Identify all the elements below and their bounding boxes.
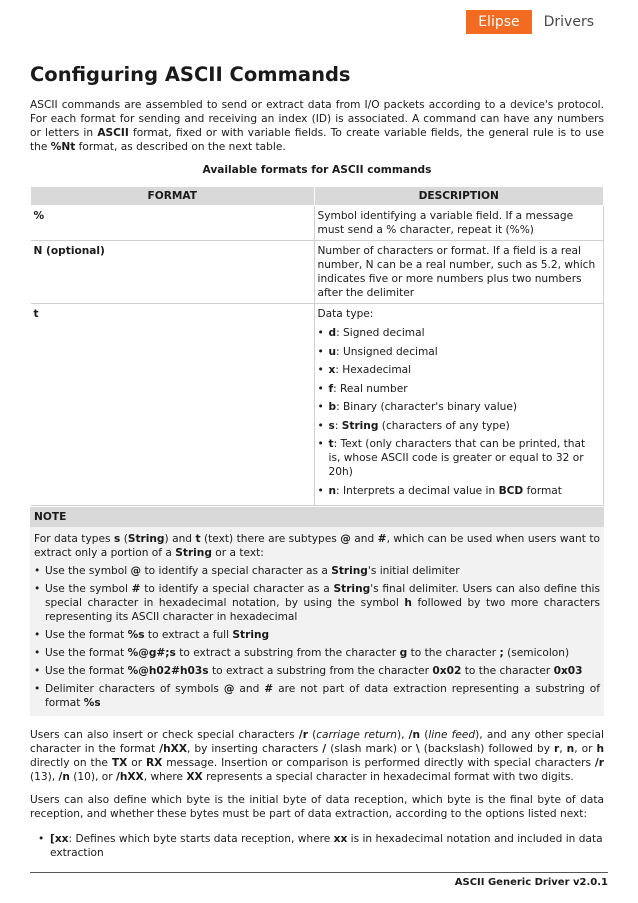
format-cell: t — [31, 304, 315, 506]
page-header — [466, 10, 594, 34]
list-item: • s: String (characters of any type) — [318, 419, 600, 433]
note-body — [30, 527, 604, 716]
description-cell: Symbol identifying a variable field. If a message must send a % character, repeat it (%%) — [314, 206, 604, 241]
note-box — [30, 507, 604, 716]
special-characters-paragraph: Users can also insert or check special characters /r (carriage return), /n (line feed), and any other special character in the format /hXX, by inserting characters / (slash mark) or \ (backslash) followed by r, n, or h directly on the TX or RX message. Insertion or comparison is performed directly with special characters /r (13), /n (10), or /hXX, where XX represents a special character in hexadecimal format with two digits. — [30, 729, 604, 783]
brand-logo: Elipse — [466, 10, 531, 34]
table-header-row — [31, 187, 604, 206]
list-item: • d: Signed decimal — [318, 326, 600, 340]
footer-divider — [30, 872, 608, 873]
list-item: • Delimiter characters of symbols @ and # are not part of data extraction representing a substring of format %s — [34, 682, 600, 710]
formats-table — [30, 186, 604, 506]
format-cell: % — [31, 206, 315, 241]
list-item: • Use the format %@g#;s to extract a substring from the character g to the character ; (semicolon) — [34, 646, 600, 660]
list-item: • f: Real number — [318, 382, 600, 396]
options-list — [30, 832, 604, 860]
table-row — [31, 206, 604, 241]
byte-definition-paragraph: Users can also define which byte is the initial byte of data reception, which byte is the final byte of data reception, and whether these bytes must be part of data extraction, according to the options listed next: — [30, 794, 604, 820]
table-row — [31, 241, 604, 304]
data-type-label: Data type: — [317, 308, 374, 320]
page-title: Configuring ASCII Commands — [30, 63, 351, 86]
list-item: • b: Binary (character's binary value) — [318, 400, 600, 414]
description-cell: Number of characters or format. If a field is a real number, N can be a real number, such as 5.2, which indicates five or more numbers plus two numbers after the delimiter — [314, 241, 604, 304]
description-cell — [314, 304, 604, 506]
note-intro: For data types s (String) and t (text) there are subtypes @ and #, which can be used when users want to extract only a portion of a String or a text: — [34, 533, 600, 559]
intro-paragraph: ASCII commands are assembled to send or extract data from I/O packets according to a device's protocol. For each format for sending and receiving an index (ID) is associated. A command can have any numbers or letters in ASCII format, fixed or with variable fields. To create variable fields, the general rule is to use the %Nt format, as described on the next table. — [30, 99, 604, 153]
format-column-header: FORMAT — [31, 187, 315, 206]
list-item: • Use the symbol @ to identify a special character as a String's initial delimiter — [34, 564, 600, 578]
list-item: • u: Unsigned decimal — [318, 345, 600, 359]
table-caption: Available formats for ASCII commands — [202, 164, 432, 176]
brand-text: Drivers — [543, 14, 594, 30]
table-row — [31, 304, 604, 506]
list-item: • Use the format %s to extract a full String — [34, 628, 600, 642]
footer-text: ASCII Generic Driver v2.0.1 — [454, 877, 608, 888]
list-item: • [xx: Defines which byte starts data reception, where xx is in hexadecimal notation and included in data extraction — [30, 832, 604, 860]
list-item: • x: Hexadecimal — [318, 363, 600, 377]
description-column-header: DESCRIPTION — [314, 187, 604, 206]
format-cell: N (optional) — [31, 241, 315, 304]
list-item: • Use the symbol # to identify a special character as a String's final delimiter. Users can also define this special character in hexadecimal notation, by using the symbol h followed by two more characters representing its ASCII character in hexadecimal — [34, 582, 600, 624]
list-item: • n: Interprets a decimal value in BCD format — [318, 484, 600, 498]
note-list — [34, 564, 600, 710]
list-item: • Use the format %@h02#h03s to extract a substring from the character 0x02 to the character 0x03 — [34, 664, 600, 678]
list-item: • t: Text (only characters that can be printed, that is, whose ASCII code is greater or equal to 32 or 20h) — [318, 437, 600, 479]
note-heading: NOTE — [30, 507, 604, 527]
data-type-list — [318, 326, 600, 498]
